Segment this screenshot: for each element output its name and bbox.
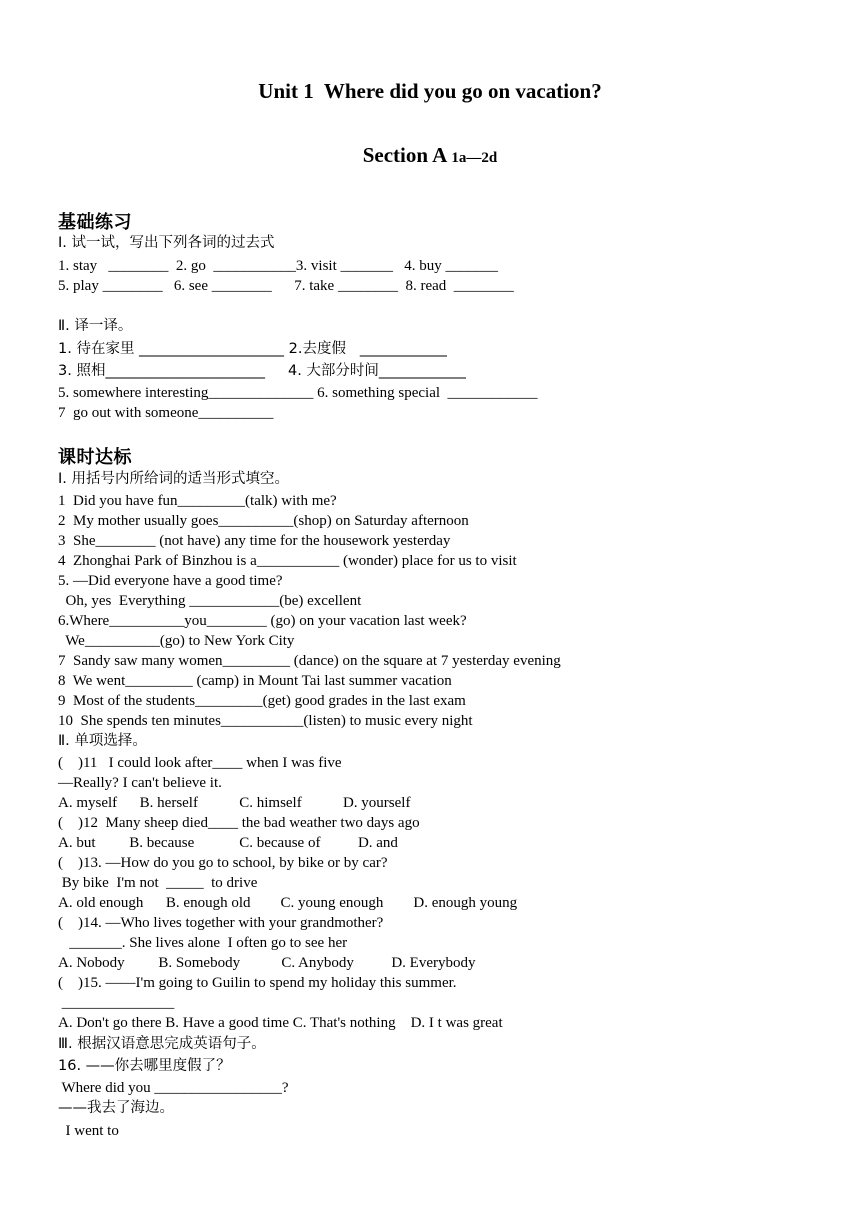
choice-question: ( )12 Many sheep died____ the bad weather two days ago bbox=[58, 815, 420, 831]
section-title bbox=[0, 143, 860, 168]
heading-lesson-goals: 课时达标 bbox=[58, 447, 132, 468]
section-title-range: 1a—2d bbox=[451, 150, 498, 166]
choice-options: A. Don't go there B. Have a good time C. That's nothing D. I t was great bbox=[58, 1015, 503, 1031]
fill-blank-item: 2 My mother usually goes__________(shop) on Saturday afternoon bbox=[58, 513, 469, 529]
fill-blank-item: 10 She spends ten minutes___________(listen) to music every night bbox=[58, 713, 473, 729]
fill-blank-item: 5. —Did everyone have a good time? bbox=[58, 573, 283, 589]
choice-instruction: Ⅱ. 单项选择。 bbox=[58, 733, 147, 749]
part2-instruction: Ⅱ. 译一译。 bbox=[58, 318, 133, 334]
choice-options: A. but B. because C. because of D. and bbox=[58, 835, 398, 851]
fill-blank-item: Oh, yes Everything ____________(be) excellent bbox=[58, 593, 362, 609]
section-title-main: Section A bbox=[362, 143, 452, 167]
fill-blank-item: 3 She________ (not have) any time for the housework yesterday bbox=[58, 533, 451, 549]
choice-answer-blank: _______________ bbox=[58, 995, 175, 1011]
sentence-prompt: 16. ——你去哪里度假了？ bbox=[58, 1058, 231, 1074]
complete-sentence-instruction: Ⅲ. 根据汉语意思完成英语句子。 bbox=[58, 1036, 266, 1052]
choice-options: A. Nobody B. Somebody C. Anybody D. Everybody bbox=[58, 955, 476, 971]
sentence-line: Where did you _________________? bbox=[58, 1080, 289, 1096]
translate-row-2: 3. 照相______________________ 4. 大部分时间____________ bbox=[58, 363, 466, 379]
sentence-prompt: ——我去了海边。 bbox=[58, 1100, 174, 1116]
choice-question: ( )15. ——I'm going to Guilin to spend my holiday this summer. bbox=[58, 975, 457, 991]
fill-blank-instruction: Ⅰ. 用括号内所给词的适当形式填空。 bbox=[58, 471, 289, 487]
fill-blank-item: 4 Zhonghai Park of Binzhou is a___________ (wonder) place for us to visit bbox=[58, 553, 517, 569]
fill-blank-item: 9 Most of the students_________(get) good grades in the last exam bbox=[58, 693, 466, 709]
choice-options: A. myself B. herself C. himself D. yourself bbox=[58, 795, 411, 811]
fill-blank-item: 1 Did you have fun_________(talk) with me? bbox=[58, 493, 337, 509]
choice-options: A. old enough B. enough old C. young enough D. enough young bbox=[58, 895, 518, 911]
choice-question-line: By bike I'm not _____ to drive bbox=[58, 875, 258, 891]
translate-row-4: 7 go out with someone__________ bbox=[58, 405, 274, 421]
unit-title: Unit 1 Where did you go on vacation? bbox=[258, 79, 602, 103]
past-tense-row-2: 5. play ________ 6. see ________ 7. take ________ 8. read ________ bbox=[58, 278, 514, 294]
past-tense-row-1: 1. stay ________ 2. go ___________3. visit _______ 4. buy _______ bbox=[58, 258, 499, 274]
fill-blank-item: 7 Sandy saw many women_________ (dance) on the square at 7 yesterday evening bbox=[58, 653, 561, 669]
fill-blank-item: 8 We went_________ (camp) in Mount Tai last summer vacation bbox=[58, 673, 452, 689]
choice-question: ( )11 I could look after____ when I was five bbox=[58, 755, 342, 771]
choice-question-line: _______. She lives alone I often go to see her bbox=[58, 935, 348, 951]
sentence-line: I went to bbox=[58, 1123, 119, 1139]
translate-row-1: 1. 待在家里 ____________________ 2.去度假 ____________ bbox=[58, 341, 447, 357]
part1-instruction: Ⅰ. 试一试，写出下列各词的过去式 bbox=[58, 235, 275, 251]
translate-row-3: 5. somewhere interesting______________ 6. something special ____________ bbox=[58, 385, 538, 401]
choice-question: ( )14. —Who lives together with your grandmother? bbox=[58, 915, 384, 931]
choice-question-line: —Really? I can't believe it. bbox=[58, 775, 222, 791]
choice-question: ( )13. —How do you go to school, by bike or by car? bbox=[58, 855, 388, 871]
heading-basic-practice: 基础练习 bbox=[58, 212, 132, 233]
fill-blank-item: 6.Where__________you________ (go) on your vacation last week? bbox=[58, 613, 467, 629]
fill-blank-item: We__________(go) to New York City bbox=[58, 633, 295, 649]
